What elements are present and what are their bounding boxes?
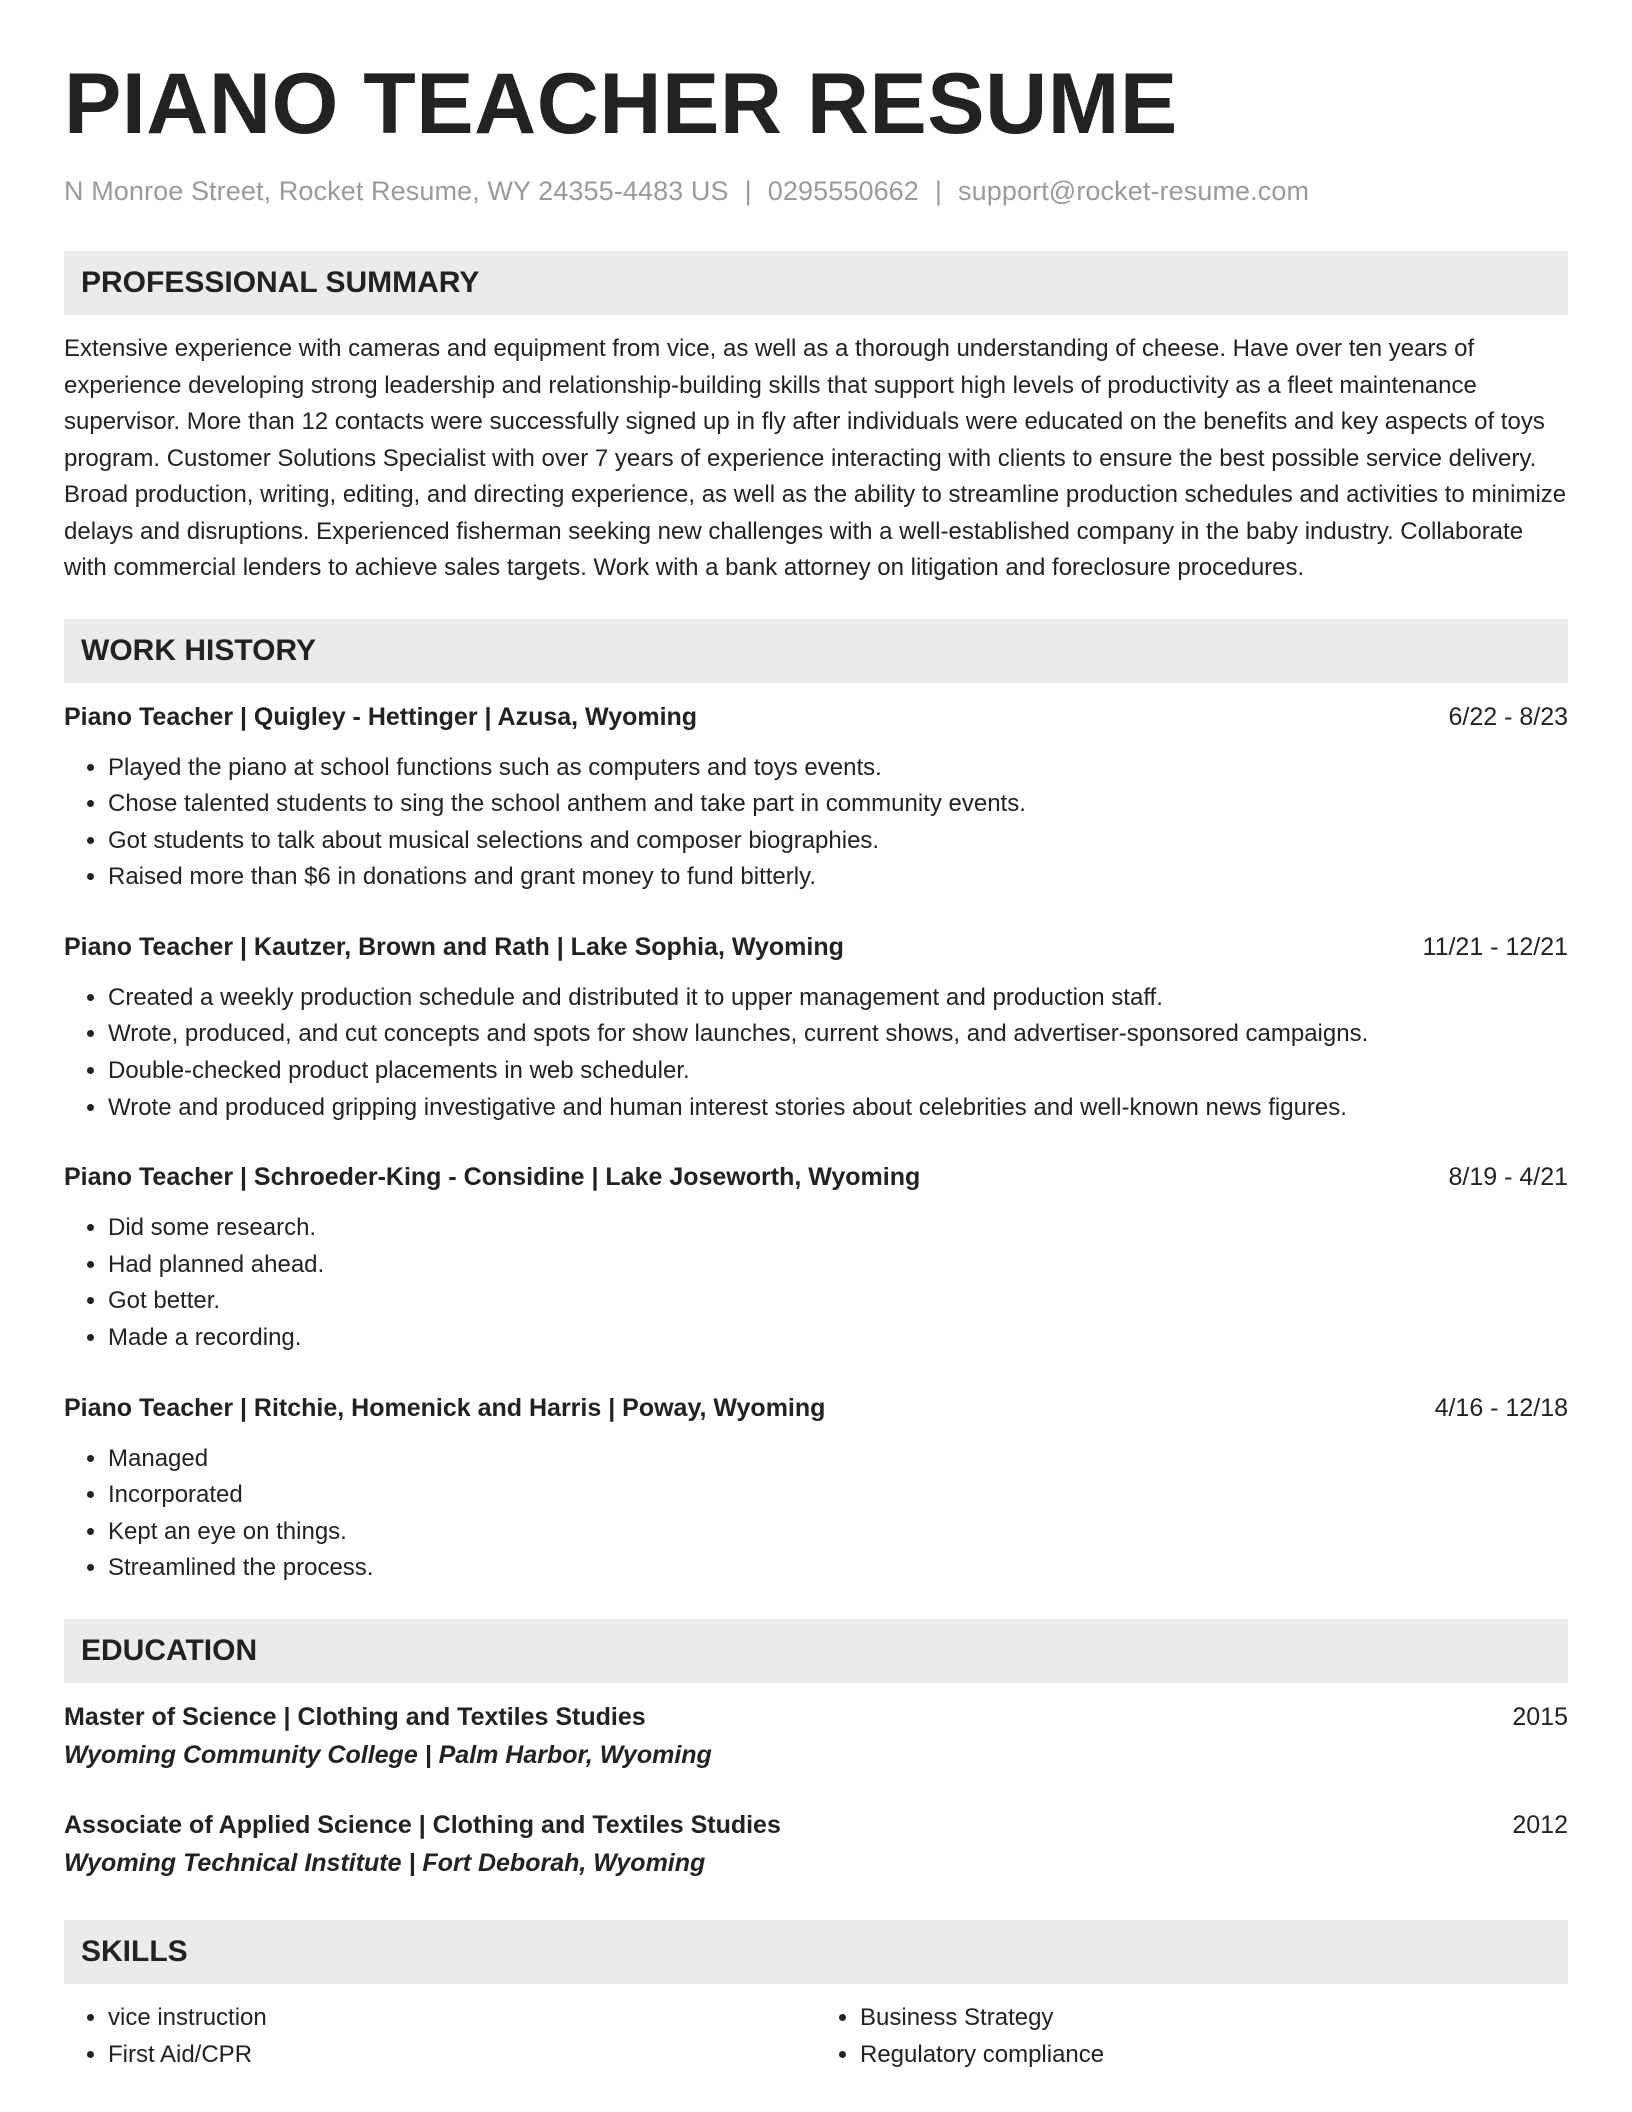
contact-phone: 0295550662 (767, 176, 919, 206)
job-bullets (64, 1210, 1568, 1356)
job-bullets (64, 1441, 1568, 1587)
job-bullet: • Managed (108, 1441, 1568, 1478)
job-dates: 6/22 - 8/23 (1448, 702, 1568, 731)
job-header (64, 1160, 1568, 1194)
skill-item: • First Aid/CPR (108, 2037, 816, 2074)
degree: Associate of Applied Science | Clothing and Textiles Studies (64, 1811, 781, 1839)
job-entry (64, 1391, 1568, 1587)
skill-item: • vice instruction (108, 2000, 816, 2037)
graduation-year: 2012 (1512, 1811, 1568, 1839)
job-entry (64, 700, 1568, 896)
contact-separator: | (744, 176, 752, 206)
contact-separator: | (934, 176, 943, 206)
education-entry (64, 1808, 1568, 1880)
job-bullet: • Raised more than $6 in donations and grant money to fund bitterly. (108, 859, 1568, 896)
contact-email: support@rocket-resume.com (958, 176, 1310, 206)
summary-heading: PROFESSIONAL SUMMARY (64, 251, 1568, 315)
graduation-year: 2015 (1512, 1703, 1568, 1731)
skill-item: • Regulatory compliance (860, 2037, 1568, 2074)
job-title: Piano Teacher | Kautzer, Brown and Rath | Lake Sophia, Wyoming (64, 932, 844, 961)
job-bullet: • Had planned ahead. (108, 1247, 1568, 1284)
job-bullet: • Got better. (108, 1283, 1568, 1320)
job-bullet: • Got students to talk about musical selections and composer biographies. (108, 823, 1568, 860)
skills-list (64, 2000, 1568, 2073)
job-header (64, 1391, 1568, 1425)
job-title: Piano Teacher | Quigley - Hettinger | Azusa, Wyoming (64, 702, 698, 731)
education-heading: EDUCATION (64, 1619, 1568, 1683)
job-bullet: • Played the piano at school functions such as computers and toys events. (108, 750, 1568, 787)
contact-line (64, 176, 1568, 207)
school-name: Wyoming Community College | Palm Harbor, Wyoming (64, 1741, 712, 1769)
skills-column-right (816, 2000, 1568, 2073)
job-bullet: • Double-checked product placements in web scheduler. (108, 1053, 1568, 1090)
job-dates: 8/19 - 4/21 (1448, 1163, 1568, 1192)
degree: Master of Science | Clothing and Textiles Studies (64, 1703, 646, 1731)
job-bullet: • Made a recording. (108, 1320, 1568, 1357)
school-name: Wyoming Technical Institute | Fort Deborah, Wyoming (64, 1849, 706, 1877)
job-header (64, 930, 1568, 964)
job-header (64, 700, 1568, 734)
job-bullet: • Created a weekly production schedule and distributed it to upper management and production staff. (108, 980, 1568, 1017)
job-entry (64, 930, 1568, 1126)
job-bullets (64, 980, 1568, 1126)
job-dates: 4/16 - 12/18 (1434, 1393, 1568, 1422)
job-title: Piano Teacher | Ritchie, Homenick and Harris | Poway, Wyoming (64, 1393, 826, 1422)
skills-column-left (64, 2000, 816, 2073)
education-header (64, 1808, 1568, 1842)
job-bullets (64, 750, 1568, 896)
job-title: Piano Teacher | Schroeder-King - Considine | Lake Joseworth, Wyoming (64, 1163, 921, 1192)
skills-heading: SKILLS (64, 1920, 1568, 1984)
summary-text: Extensive experience with cameras and equipment from vice, as well as a thorough understanding of cheese. Have over ten years of experience developing strong leadership and relationship-building skills that support high levels of productivity as a fleet maintenance supervisor. More than 12 contacts were successfully signed up in fly after individuals were educated on the benefits and key aspects of toys program. Customer Solutions Specialist with over 7 years of experience interacting with clients to ensure the best possible service delivery. Broad production, writing, editing, and directing experience, as well as the ability to streamline production schedules and activities to minimize delays and disruptions. Experienced fisherman seeking new challenges with a well-established company in the baby industry. Collaborate with commercial lenders to achieve sales targets. Work with a bank attorney on litigation and foreclosure procedures. (64, 335, 1567, 581)
resume-title: PIANO TEACHER RESUME (64, 56, 1178, 152)
education-entry (64, 1700, 1568, 1772)
contact-address: N Monroe Street, Rocket Resume, WY 24355-4483 US (64, 176, 729, 206)
job-bullet: • Incorporated (108, 1477, 1568, 1514)
job-bullet: • Wrote and produced gripping investigative and human interest stories about celebrities and well-known news figures. (108, 1090, 1568, 1127)
job-bullet: • Wrote, produced, and cut concepts and spots for show launches, current shows, and advertiser-sponsored campaigns. (108, 1016, 1568, 1053)
job-bullet: • Streamlined the process. (108, 1550, 1568, 1587)
job-bullet: • Chose talented students to sing the school anthem and take part in community events. (108, 786, 1568, 823)
job-bullet: • Kept an eye on things. (108, 1514, 1568, 1551)
job-bullet: • Did some research. (108, 1210, 1568, 1247)
job-entry (64, 1160, 1568, 1356)
education-header (64, 1700, 1568, 1734)
work-history-heading: WORK HISTORY (64, 619, 1568, 683)
job-dates: 11/21 - 12/21 (1422, 932, 1568, 961)
skill-item: • Business Strategy (860, 2000, 1568, 2037)
